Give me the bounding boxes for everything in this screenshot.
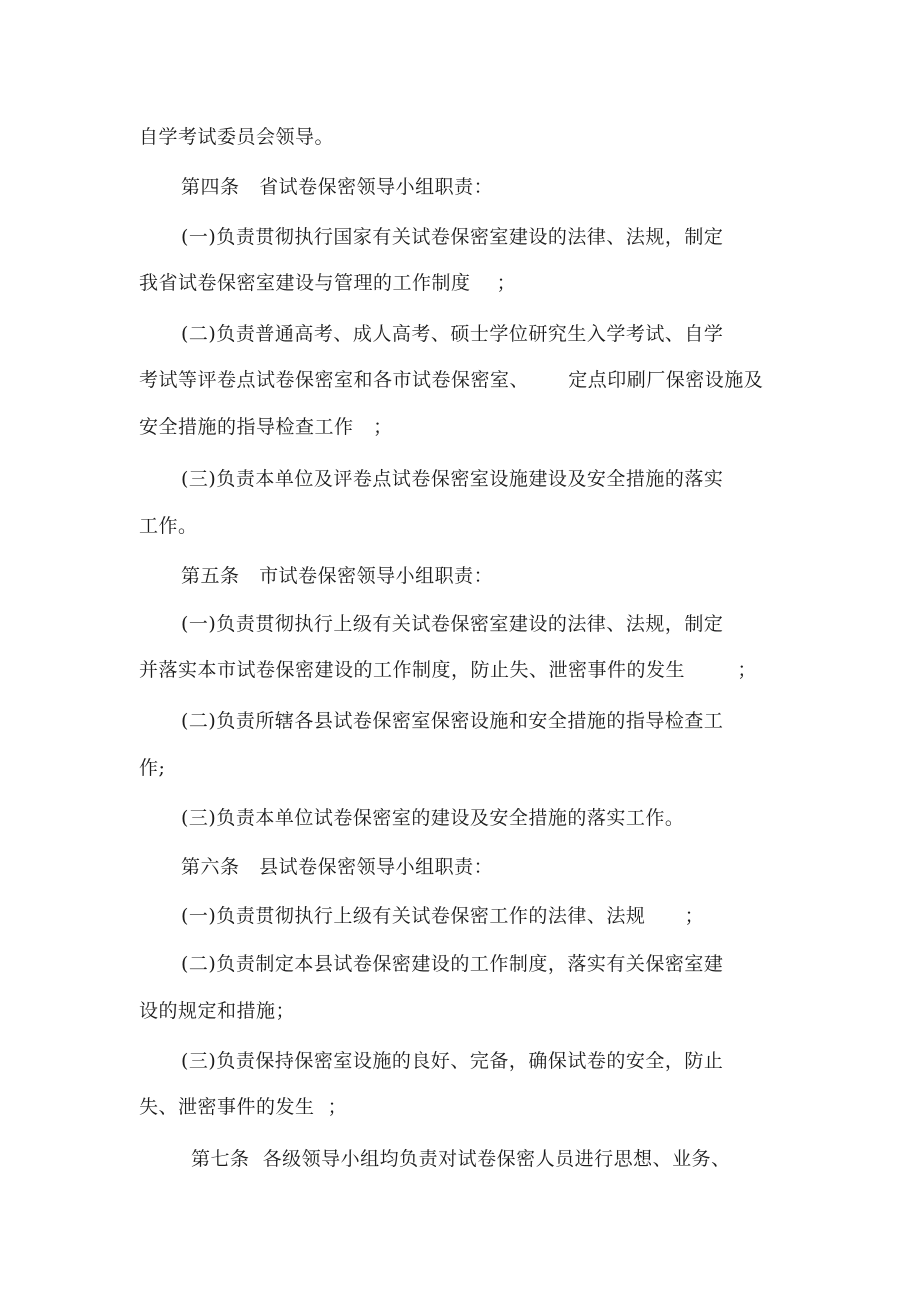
- text-line: (一)负责贯彻执行上级有关试卷保密工作的法律、法规 ；: [181, 905, 705, 927]
- text-line: 自学考试委员会领导。: [139, 126, 335, 148]
- text-line: (一)负责贯彻执行国家有关试卷保密室建设的法律、法规，制定: [181, 226, 724, 248]
- text-line: (三)负责本单位试卷保密室的建设及安全措施的落实工作。: [181, 807, 685, 829]
- text-line: (二)负责普通高考、成人高考、硕士学位研究生入学考试、自学: [181, 323, 724, 345]
- text-line: 考试等评卷点试卷保密室和各市试卷保密室、 定点印刷厂保密设施及: [139, 369, 764, 391]
- text-line: (一)负责贯彻执行上级有关试卷保密室建设的法律、法规，制定: [181, 613, 724, 635]
- text-line: 我省试卷保密室建设与管理的工作制度 ；: [139, 272, 517, 294]
- text-line: (三)负责本单位及评卷点试卷保密室设施建设及安全措施的落实: [181, 468, 724, 490]
- text-line: 失、泄密事件的发生 ；: [139, 1096, 348, 1118]
- text-line: 并落实本市试卷保密建设的工作制度，防止失、泄密事件的发生 ；: [139, 659, 757, 681]
- article-heading: 第六条 县试卷保密领导小组职责：: [181, 856, 494, 878]
- text-line: 作;: [139, 757, 166, 779]
- text-line: (二)负责所辖各县试卷保密室保密设施和安全措施的指导检查工: [181, 710, 724, 732]
- text-line: 工作。: [139, 515, 198, 537]
- article-heading: 第七条 各级领导小组均负责对试卷保密人员进行思想、业务、: [191, 1148, 731, 1170]
- text-line: 安全措施的指导检查工作 ；: [139, 416, 393, 438]
- text-line: 设的规定和措施；: [139, 1000, 296, 1022]
- text-line: (二)负责制定本县试卷保密建设的工作制度，落实有关保密室建: [181, 953, 724, 975]
- text-line: (三)负责保持保密室设施的良好、完备，确保试卷的安全，防止: [181, 1050, 724, 1072]
- article-heading: 第五条 市试卷保密领导小组职责：: [181, 565, 494, 587]
- article-heading: 第四条 省试卷保密领导小组职责：: [181, 176, 494, 198]
